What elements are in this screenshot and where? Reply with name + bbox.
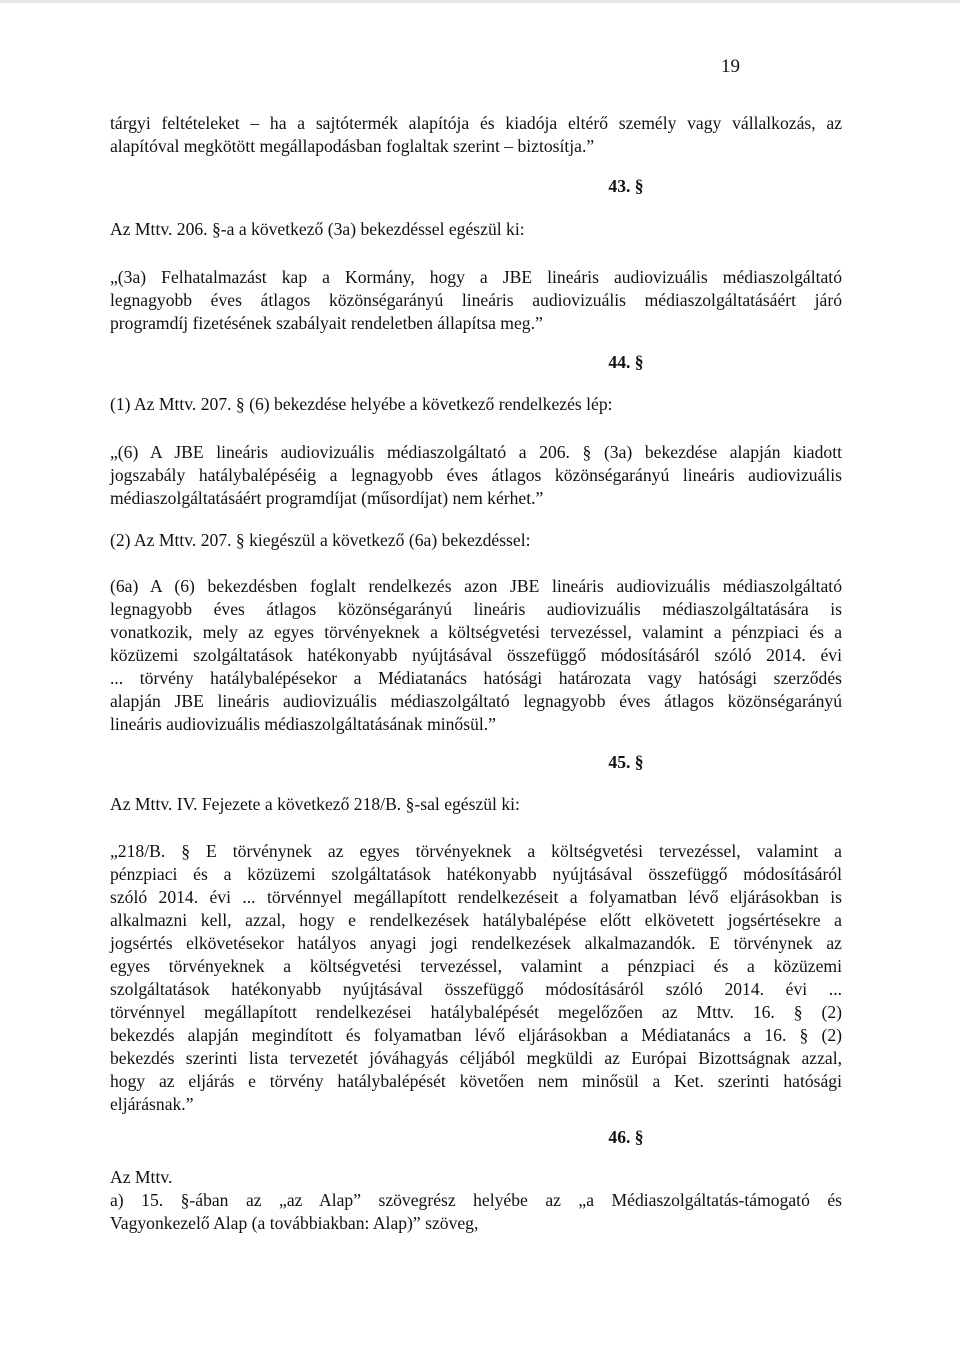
text-line: törvénnyel megállapított rendelkezései hatálybalépését megelőzően az Mttv. 16. § (2): [110, 1002, 842, 1022]
text-line: legnagyobb éves átlagos közönségarányú lineáris audiovizuális médiaszolgáltatására is: [110, 599, 842, 619]
text-line: tárgyi feltételeket – ha a sajtótermék alapítója és kiadója eltérő személy vagy vállalkozás, az: [110, 113, 842, 133]
paragraph: [110, 793, 842, 816]
text-line: médiaszolgáltatásáért programdíjat (műsordíjat) nem kérhet.”: [110, 488, 544, 508]
text-line: (1) Az Mttv. 207. § (6) bekezdése helyébe a következő rendelkezés lép:: [110, 394, 613, 414]
text-line: (2) Az Mttv. 207. § kiegészül a következő (6a) bekezdéssel:: [110, 530, 531, 550]
text-line: eljárásnak.”: [110, 1094, 194, 1114]
text-line: Vagyonkezelő Alap (a továbbiakban: Alap)” szöveg,: [110, 1213, 479, 1233]
text-line: legnagyobb éves átlagos közönségarányú lineáris audiovizuális médiaszolgáltatásáért járó: [110, 290, 842, 310]
text-line: alkalmazni kell, azzal, hogy e rendelkezések hatálybalépése előtt elkövetett jogsértésekre a: [110, 910, 842, 930]
text-line: pénzpiaci és a közüzemi szolgáltatások hatékonyabb nyújtásával összefüggő módosításáról: [110, 864, 842, 884]
paragraph-continuation: [110, 112, 842, 158]
paragraph: [110, 575, 842, 736]
text-line: „218/B. § E törvénynek az egyes törvényeknek a költségvetési tervezéssel, valamint a: [110, 841, 842, 861]
paragraph: [110, 393, 842, 416]
text-line: alapítóval megkötött megállapodásban foglaltak szerint – biztosítja.”: [110, 136, 595, 156]
section-heading-43: 43. §: [608, 176, 644, 196]
text-line: ... törvény hatálybalépésekor a Médiatanács hatósági határozata vagy hatósági szerződés: [110, 668, 842, 688]
text-line: szolgáltatások hatékonyabb nyújtásával összefüggő módosításáról szóló 2014. évi ...: [110, 979, 842, 999]
text-line: jogszabály hatálybalépéséig a legnagyobb éves átlagos közönségarányú lineáris audiovizuális: [110, 465, 842, 485]
paragraph: [110, 1166, 842, 1235]
top-border: [0, 0, 960, 3]
quoted-paragraph: [110, 441, 842, 510]
text-line: „(6) A JBE lineáris audiovizuális médiaszolgáltató a 206. § (3a) bekezdése alapján kiadott: [110, 442, 842, 462]
section-heading-46: 46. §: [608, 1127, 644, 1147]
text-line: szóló 2014. évi ... törvénnyel megállapított rendelkezéseit a folyamatban lévő eljárásokban is: [110, 887, 842, 907]
text-line: lineáris audiovizuális médiaszolgáltatásának minősül.”: [110, 714, 496, 734]
page-number: 19: [721, 56, 740, 77]
text-line: bekezdés alapján megindított és folyamatban lévő eljárásokban a Médiatanács a 16. § (2): [110, 1025, 842, 1045]
text-line: alapján JBE lineáris audiovizuális médiaszolgáltató legnagyobb éves átlagos közönségarányú: [110, 691, 842, 711]
text-line: bekezdés szerinti lista tervezetét jóváhagyás céljából megküldi az Európai Bizottságnak azzal,: [110, 1048, 842, 1068]
text-line: egyes törvényeknek a költségvetési tervezéssel, valamint a pénzpiaci és a közüzemi: [110, 956, 842, 976]
text-line: a) 15. §-ában az „az Alap” szövegrész helyébe az „a Médiaszolgáltatás-támogató és: [110, 1190, 842, 1210]
text-line: (6a) A (6) bekezdésben foglalt rendelkezés azon JBE lineáris audiovizuális médiaszolgáltató: [110, 576, 842, 596]
quoted-paragraph: [110, 266, 842, 335]
section-heading-45: 45. §: [608, 752, 644, 772]
section-heading-44: 44. §: [608, 352, 644, 372]
text-line: vonatkozik, mely az egyes törvényeknek a költségvetési tervezéssel, valamint a pénzpiaci és a: [110, 622, 842, 642]
text-line: programdíj fizetésének szabályait rendeletben állapítsa meg.”: [110, 313, 543, 333]
text-line: hogy az eljárás e törvény hatálybalépését követően nem minősül a Ket. szerinti hatósági: [110, 1071, 842, 1091]
text-line: Az Mttv.: [110, 1167, 173, 1187]
text-line: „(3a) Felhatalmazást kap a Kormány, hogy a JBE lineáris audiovizuális médiaszolgáltató: [110, 267, 842, 287]
text-line: Az Mttv. IV. Fejezete a következő 218/B. §-sal egészül ki:: [110, 794, 520, 814]
paragraph: [110, 529, 842, 552]
text-line: Az Mttv. 206. §-a a következő (3a) bekezdéssel egészül ki:: [110, 219, 525, 239]
text-line: jogsértés elkövetésekor hatályos anyagi jogi rendelkezések alkalmazandók. E törvénynek az: [110, 933, 842, 953]
text-line: közüzemi szolgáltatások hatékonyabb nyújtásával összefüggő módosításáról szóló 2014. évi: [110, 645, 842, 665]
paragraph: [110, 218, 842, 241]
quoted-paragraph: [110, 840, 842, 1116]
